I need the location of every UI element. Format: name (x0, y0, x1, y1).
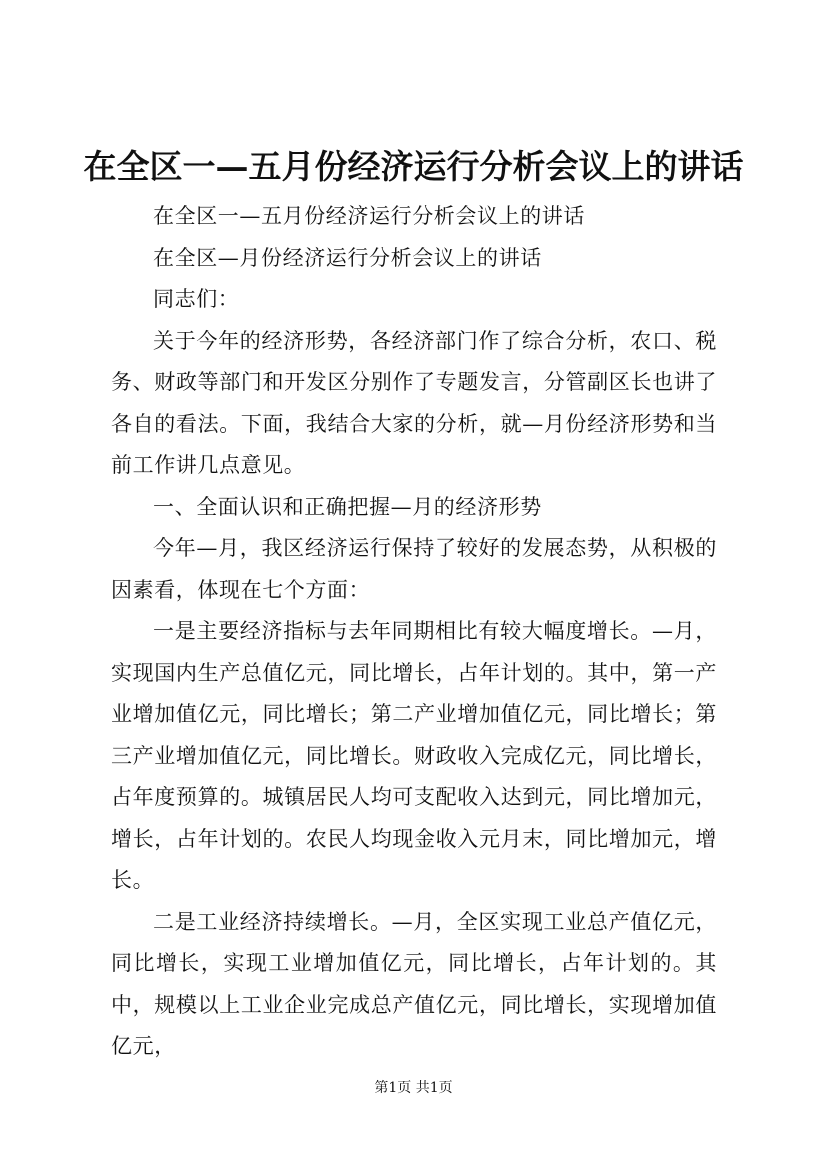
paragraph-overview: 今年—月，我区经济运行保持了较好的发展态势，从积极的因素看，体现在七个方面： (111, 536, 717, 602)
document-body (111, 196, 717, 1068)
paragraph-subtitle: 在全区一—五月份经济运行分析会议上的讲话 (153, 204, 585, 228)
paragraph-subtitle-alt: 在全区—月份经济运行分析会议上的讲话 (153, 245, 542, 270)
paragraph-intro: 关于今年的经济形势，各经济部门作了综合分析，农口、税务、财政等部门和开发区分别作了专题发言，分管副区长也讲了各自的看法。下面，我结合大家的分析，就—月份经济形势和当前工作讲几点意见。 (111, 328, 717, 477)
document-title: 在全区一—五月份经济运行分析会议上的讲话 (83, 147, 744, 186)
section-heading-1: 一、全面认识和正确把握—月的经济形势 (153, 494, 542, 519)
paragraph-point-1: 一是主要经济指标与去年同期相比有较大幅度增长。—月，实现国内生产总值亿元，同比增长，占年计划的。其中，第一产业增加值亿元，同比增长；第二产业增加值亿元，同比增长；第三产业增加值亿元，同比增长。财政收入完成亿元，同比增长，占年度预算的。城镇居民人均可支配收入达到元，同比增加元，增长，占年计划的。农民人均现金收入元月末，同比增加元，增长。 (111, 619, 717, 892)
paragraph-salutation: 同志们： (153, 287, 240, 311)
paragraph-point-2: 二是工业经济持续增长。—月，全区实现工业总产值亿元，同比增长，实现工业增加值亿元，同比增长，占年计划的。其中，规模以上工业企业完成总产值亿元，同比增长，实现增加值亿元， (111, 909, 717, 1058)
page-footer: 第1页 共1页 (374, 1080, 453, 1096)
